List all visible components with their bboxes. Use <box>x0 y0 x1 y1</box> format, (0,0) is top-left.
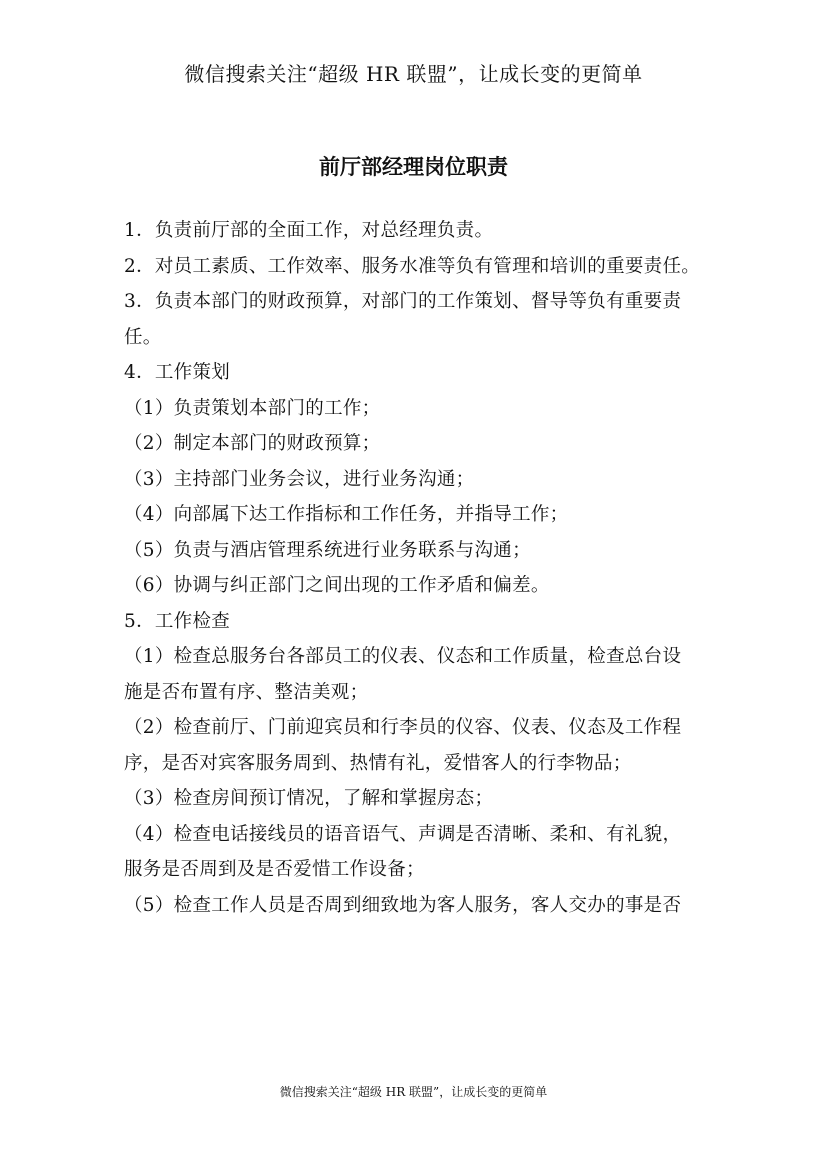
body-line: （1）负责策划本部门的工作； <box>124 397 381 419</box>
body-line: （3）主持部门业务会议，进行业务沟通； <box>124 468 475 490</box>
document-title: 前厅部经理岗位职责 <box>319 154 508 179</box>
body-line: 序，是否对宾客服务周到、热情有礼，爱惜客人的行李物品； <box>124 752 632 774</box>
body-line: （6）协调与纠正部门之间出现的工作矛盾和偏差。 <box>124 575 550 596</box>
body-line: （2）检查前厅、门前迎宾员和行李员的仪容、仪表、仪态及工作程 <box>124 717 682 738</box>
document-body <box>124 213 714 923</box>
body-line: （4）向部属下达工作指标和工作任务，并指导工作； <box>124 504 569 525</box>
body-line: 施是否布置有序、整洁美观； <box>124 681 369 703</box>
body-line: （5）负责与酒店管理系统进行业务联系与沟通； <box>124 539 531 561</box>
body-line: （2）制定本部门的财政预算； <box>124 433 381 454</box>
body-line: 任。 <box>124 326 162 348</box>
section-heading: 5．工作检查 <box>124 610 231 632</box>
body-line: （5）检查工作人员是否周到细致地为客人服务，客人交办的事是否 <box>124 894 682 916</box>
body-line: （3）检查房间预订情况，了解和掌握房态； <box>124 788 494 809</box>
body-line: 服务是否周到及是否爱惜工作设备； <box>124 859 425 880</box>
page-footer: 微信搜索关注“超级 HR 联盟”，让成长变的更简单 <box>279 1085 548 1099</box>
section-heading: 4．工作策划 <box>124 362 231 383</box>
body-line: （4）检查电话接线员的语音语气、声调是否清晰、柔和、有礼貌， <box>124 823 682 845</box>
body-line: 3．负责本部门的财政预算，对部门的工作策划、督导等负有重要责 <box>124 291 682 312</box>
page-header: 微信搜索关注“超级 HR 联盟”，让成长变的更简单 <box>184 62 643 86</box>
body-line: 2．对员工素质、工作效率、服务水准等负有管理和培训的重要责任。 <box>124 255 701 277</box>
body-line: 1．负责前厅部的全面工作，对总经理负责。 <box>124 220 494 241</box>
body-line: （1）检查总服务台各部员工的仪表、仪态和工作质量，检查总台设 <box>124 646 682 667</box>
